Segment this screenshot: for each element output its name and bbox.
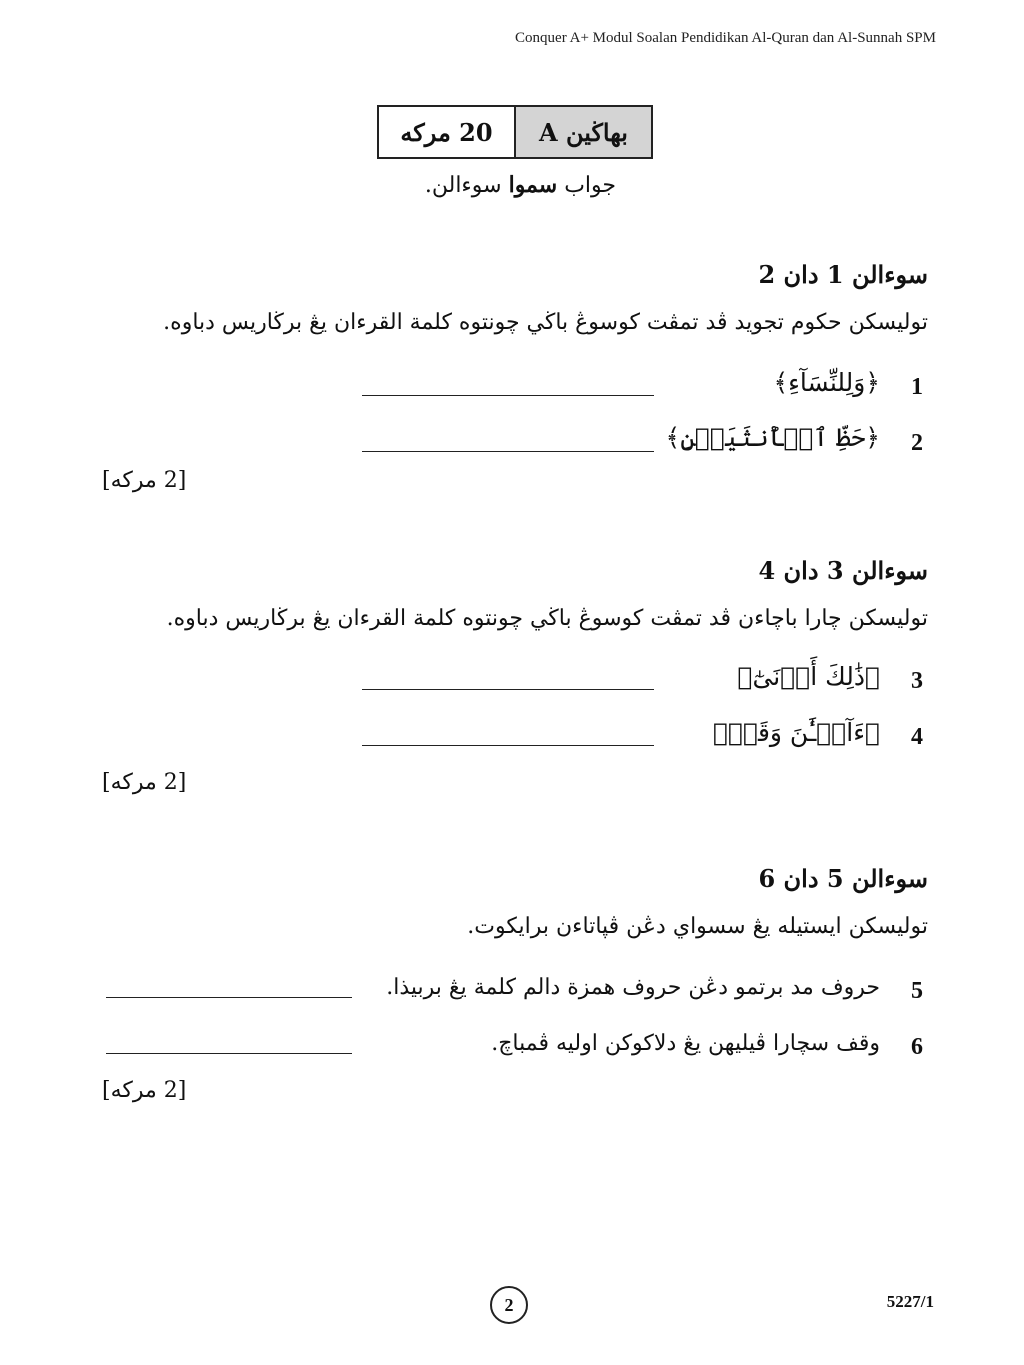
instruction-prefix: جواب (557, 173, 616, 198)
answer-line[interactable] (106, 1053, 352, 1054)
section-label: بهاڬين A (514, 107, 651, 157)
answer-line[interactable] (362, 395, 654, 396)
instruction-emphasis: سموا (508, 172, 558, 198)
marks-label: [2 مرکه] (102, 1078, 187, 1103)
item-number: 4 (911, 724, 923, 750)
answer-line[interactable] (362, 745, 654, 746)
statement-text: حروف مد برتمو دڠن حروف همزة دالم کلمة يڠ بربيذا. (386, 975, 880, 1000)
marks-label: [2 مرکه] (102, 770, 187, 795)
question-title-5-6: سوءالن 5 دان 6 (758, 864, 928, 893)
instruction (380, 172, 616, 198)
quran-word: ﴿ذَٰلِكَ أَدۡنَىٰٓ﴾ (737, 662, 880, 691)
question-title-3-4: سوءالن 3 دان 4 (758, 556, 928, 585)
paper-code: 5227/1 (886, 1292, 934, 1311)
page-number: 2 (490, 1286, 528, 1324)
quran-word: ﴿ءَآلۡـَٰٔنَ وَقَدۡ﴾ (712, 718, 880, 747)
question-title-1-2: سوءالن 1 دان 2 (758, 260, 928, 289)
quran-word: ﴿حَظِّ ٱلۡأُنثَيَيۡنِ﴾ (665, 423, 880, 452)
section-marks: 20 مرکه (400, 117, 493, 147)
quran-word: ﴿وَلِلنِّسَآءِ﴾ (773, 368, 880, 397)
marks-label: [2 مرکه] (102, 468, 187, 493)
item-number: 2 (911, 430, 923, 456)
item-number: 1 (911, 374, 923, 400)
answer-line[interactable] (362, 689, 654, 690)
question-text-3-4: توليسکن چارا باچاءن ڤد تمڤت کوسوڠ باڬي چونتوه کلمة القرءان يڠ برڬاريس دباوه. (166, 606, 928, 631)
section-header-box (377, 105, 653, 159)
item-number: 3 (911, 668, 923, 694)
answer-line[interactable] (362, 451, 654, 452)
item-number: 6 (911, 1034, 923, 1060)
answer-line[interactable] (106, 997, 352, 998)
instruction-suffix: سوءالن. (424, 173, 509, 198)
item-number: 5 (911, 978, 923, 1004)
statement-text: وقف سچارا ڤيليهن يڠ دلاکوکن اوليه ڤمباچ. (491, 1031, 880, 1056)
question-text-1-2: توليسکن حکوم تجويد ڤد تمڤت کوسوڠ باڬي چونتوه کلمة القرءان يڠ برڬاريس دباوه. (163, 310, 928, 335)
question-text-5-6: توليسکن ايستيله يڠ سسواي دڠن ڤڽاتاءن برايکوت. (467, 914, 928, 939)
header-title: Conquer A+ Modul Soalan Pendidikan Al-Quran dan Al-Sunnah SPM (515, 30, 936, 46)
